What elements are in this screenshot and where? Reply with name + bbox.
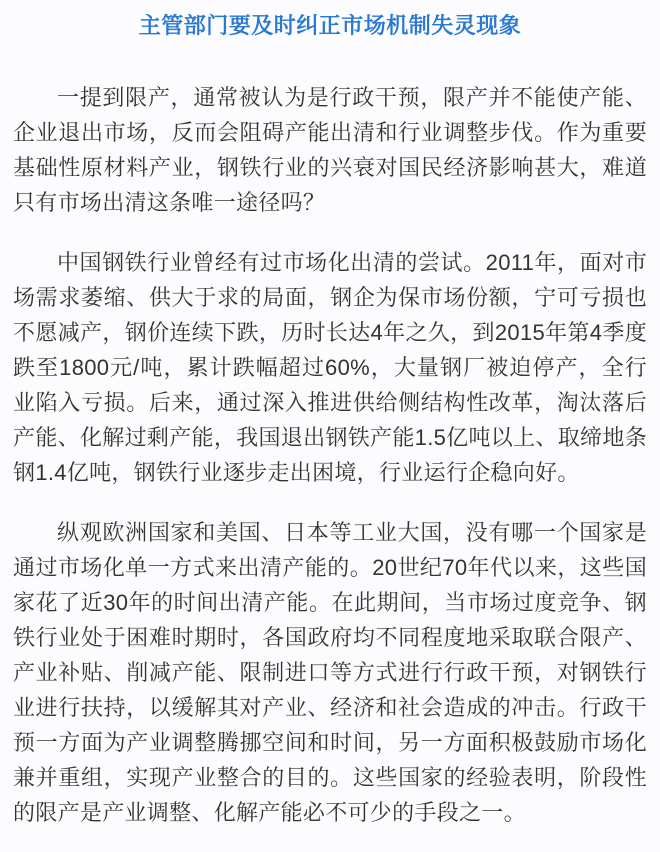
paragraph: 一提到限产，通常被认为是行政干预，限产并不能使产能、企业退出市场，反而会阻碍产能出清和行业调整步伐。作为重要基础性原材料产业，钢铁行业的兴衰对国民经济影响甚大，难道只有市场出清这条唯一途径吗？: [13, 85, 647, 215]
article-body: [13, 80, 647, 830]
article-title: 主管部门要及时纠正市场机制失灵现象: [138, 13, 522, 38]
paragraph: 中国钢铁行业曾经有过市场化出清的尝试。2011年，面对市场需求萎缩、供大于求的局面，钢企为保市场份额，宁可亏损也不愿减产，钢价连续下跌，历时长达4年之久，到2015年第4季度跌至1800元/吨，累计跌幅超过60%，大量钢厂被迫停产，全行业陷入亏损。后来，通过深入推进供给侧结构性改革，淘汰落后产能、化解过剩产能，我国退出钢铁产能1.5亿吨以上、取缔地条钢1.4亿吨，钢铁行业逐步走出困境，行业运行企稳向好。: [13, 250, 647, 485]
paragraph: 纵观欧洲国家和美国、日本等工业大国，没有哪一个国家是通过市场化单一方式来出清产能的。20世纪70年代以来，这些国家花了近30年的时间出清产能。在此期间，当市场过度竞争、钢铁行业处于困难时期时，各国政府均不同程度地采取联合限产、产业补贴、削减产能、限制进口等方式进行行政干预，对钢铁行业进行扶持，以缓解其对产业、经济和社会造成的冲击。行政干预一方面为产业调整腾挪空间和时间，另一方面积极鼓励市场化兼并重组，实现产业整合的目的。这些国家的经验表明，阶段性的限产是产业调整、化解产能必不可少的手段之一。: [13, 520, 647, 825]
